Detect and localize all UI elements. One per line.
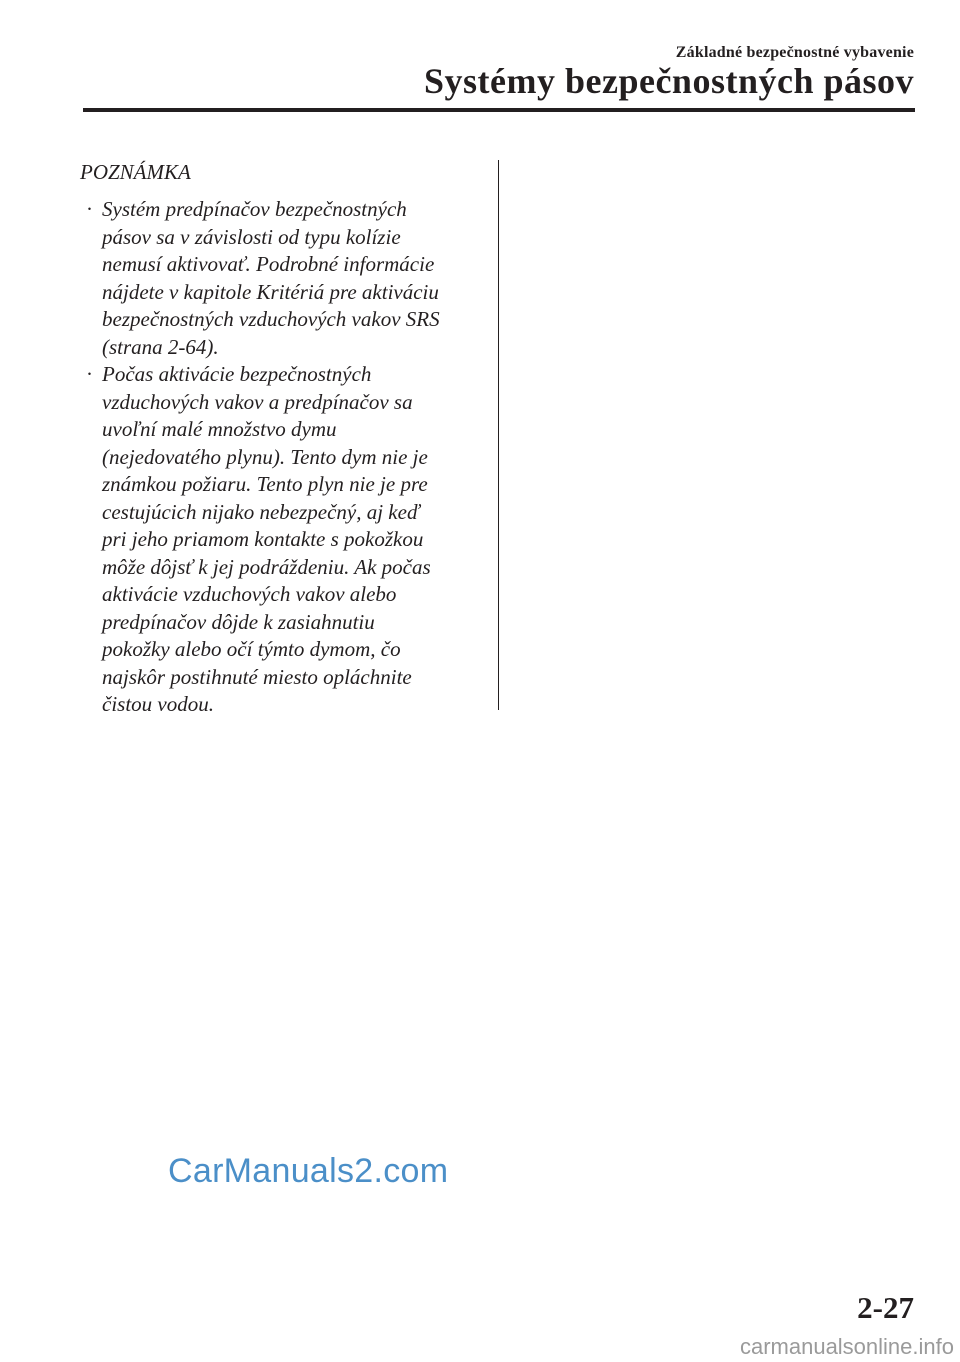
note-line: najskôr postihnuté miesto opláchnite	[102, 664, 412, 689]
note-line: Systém predpínačov bezpečnostných	[102, 197, 407, 221]
bullet-icon: ·	[86, 197, 93, 221]
note-item	[80, 196, 500, 361]
note-line: pri jeho priamom kontakte s pokožkou	[102, 527, 424, 551]
column-divider	[498, 160, 499, 710]
note-line: Počas aktivácie bezpečnostných	[102, 362, 372, 386]
watermark: CarManuals2.com	[168, 1152, 449, 1190]
note-line: môže dôjsť k jej podráždeniu. Ak počas	[102, 554, 431, 579]
note-line: (strana 2-64).	[102, 334, 219, 359]
page-title: Systémy bezpečnostných pásov	[423, 61, 914, 101]
note-line: uvoľní malé množstvo dymu	[102, 417, 337, 441]
note-line: čistou vodou.	[102, 692, 214, 716]
note-line: nemusí aktivovať. Podrobné informácie	[102, 252, 435, 276]
footer-site-text: carmanualsonline.info	[739, 1334, 954, 1359]
note-item	[80, 361, 500, 719]
page-number: 2-27	[857, 1290, 914, 1325]
note-line: (nejedovatého plynu). Tento dym nie je	[102, 444, 428, 469]
note-list	[80, 196, 500, 719]
note-line: nájdete v kapitole Kritériá pre aktiváciu	[102, 279, 439, 304]
note-line: pásov sa v závislosti od typu kolízie	[102, 224, 401, 249]
section-header: Základné bezpečnostné vybavenie	[675, 44, 914, 61]
note-line: cestujúcich nijako nebezpečný, aj keď	[102, 499, 420, 524]
note-line: pokožky alebo očí týmto dymom, čo	[102, 637, 401, 661]
note-line: bezpečnostných vzduchových vakov SRS	[102, 307, 440, 331]
note-title: POZNÁMKA	[80, 160, 191, 184]
header-rule	[83, 108, 915, 112]
bullet-icon: ·	[86, 362, 93, 386]
note-line: vzduchových vakov a predpínačov sa	[102, 389, 413, 414]
note-line: aktivácie vzduchových vakov alebo	[102, 582, 397, 606]
note-line: známkou požiaru. Tento plyn nie je pre	[102, 472, 428, 496]
note-line: predpínačov dôjde k zasiahnutiu	[102, 609, 375, 634]
